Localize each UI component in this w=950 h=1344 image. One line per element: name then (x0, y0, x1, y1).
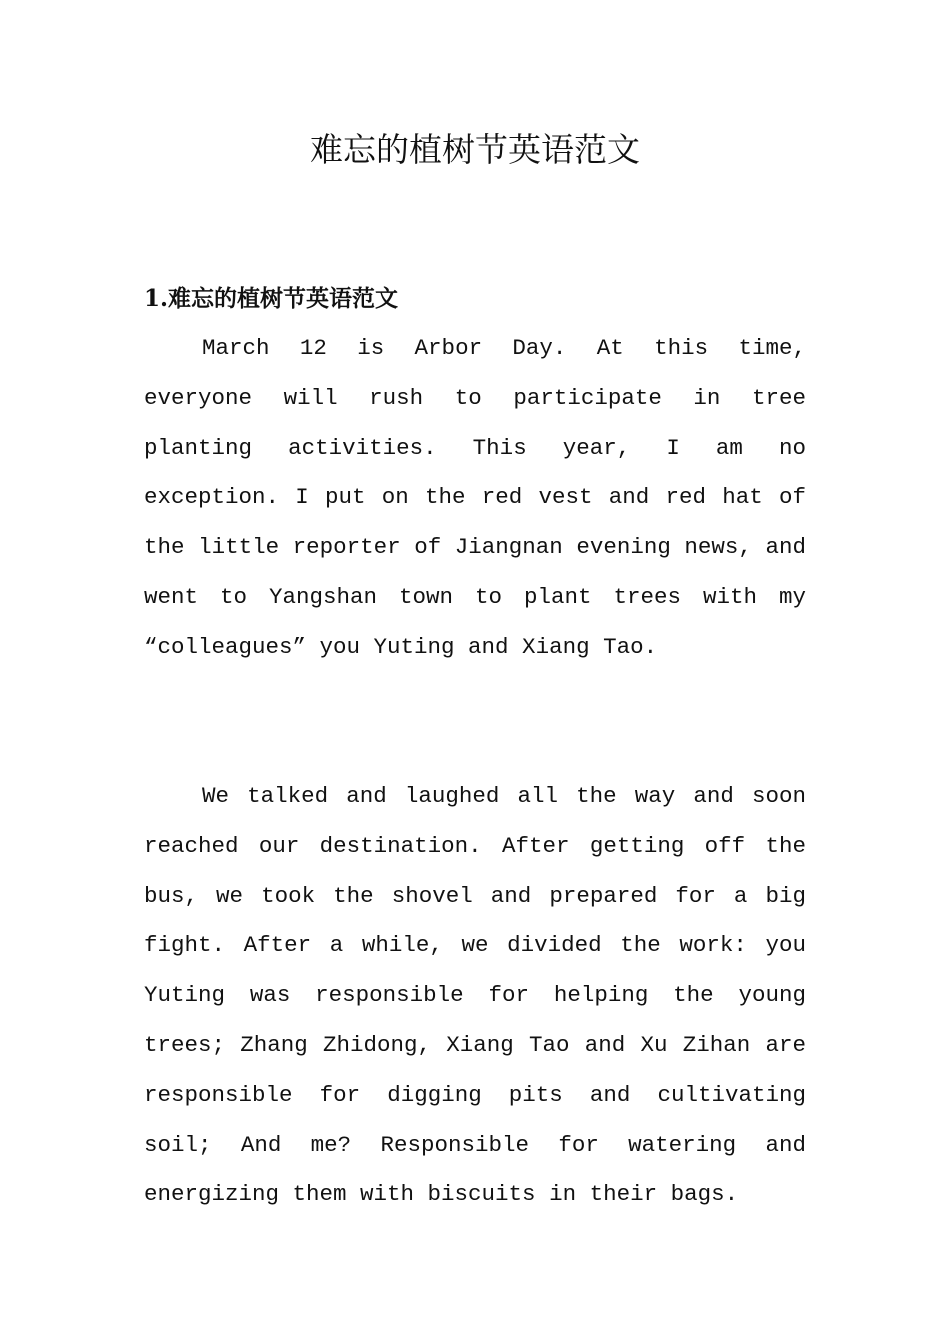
section-heading: 1.难忘的植树节英语范文 (144, 285, 399, 312)
document-title: 难忘的植树节英语范文 (310, 130, 640, 169)
body-paragraph-2: We talked and laughed all the way and soon reached our destination. After getting off the bus, we took the shovel and prepared for a big fight. After a while, we divided the work: you Yuting was responsible for helping the young trees; Zhang Zhidong, Xiang Tao and Xu Zihan are responsible for digging pits and cultivating soil; And me? Responsible for watering and energizing them with biscuits in their bags. (144, 783, 806, 1208)
body-paragraph-1: March 12 is Arbor Day. At this time, everyone will rush to participate in tree planting activities. This year, I am no exception. I put on the red vest and red hat of the little reporter of Jiangnan evening news, and went to Yangshan town to plant trees with my “colleagues” you Yuting and Xiang Tao. (144, 335, 806, 660)
